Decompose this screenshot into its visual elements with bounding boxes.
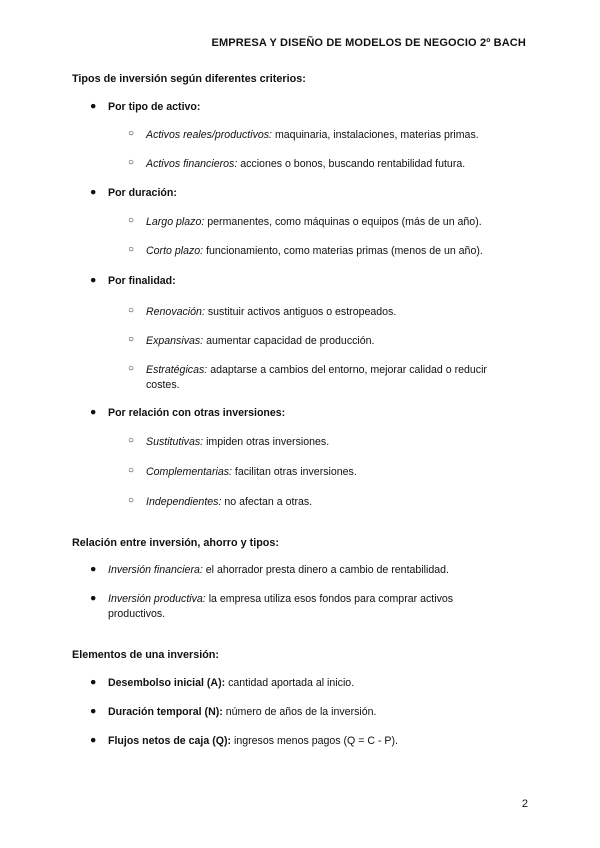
circle-bullet-icon: ○ (128, 305, 135, 316)
bullet-icon: ● (90, 100, 97, 112)
circle-bullet-icon: ○ (128, 215, 135, 226)
item-desc: impiden otras inversiones. (203, 436, 330, 448)
item-term: Complementarias: (146, 466, 232, 478)
item-desc: sustituir activos antiguos o estropeados. (204, 306, 397, 318)
item-term: Renovación: (146, 306, 205, 318)
circle-bullet-icon: ○ (128, 495, 135, 506)
bullet-icon: ● (90, 734, 97, 746)
group-label: Por relación con otras inversiones: (108, 407, 286, 419)
group-label: Por duración: (108, 187, 177, 199)
bullet-icon: ● (90, 705, 97, 717)
circle-bullet-icon: ○ (128, 334, 135, 345)
item-desc: número de años de la inversión. (222, 706, 377, 718)
item-desc: la empresa utiliza esos fondos para comprar activos productivos. (108, 593, 454, 620)
bullet-icon: ● (90, 406, 97, 418)
section-heading-relacion: Relación entre inversión, ahorro y tipos: (72, 537, 279, 549)
group-label: Por tipo de activo: (108, 101, 201, 113)
item-term: Activos reales/productivos: (146, 129, 273, 141)
item-term: Activos financieros: (146, 158, 238, 170)
circle-bullet-icon: ○ (128, 157, 135, 168)
group-label: Por finalidad: (108, 275, 176, 287)
item-desc: maquinaria, instalaciones, materias primas. (272, 129, 479, 141)
page-header: EMPRESA Y DISEÑO DE MODELOS DE NEGOCIO 2º BACH (211, 37, 526, 49)
section-heading-elementos: Elementos de una inversión: (72, 649, 219, 661)
item-term: Independientes: (146, 496, 222, 508)
item-desc: cantidad aportada al inicio. (225, 677, 355, 689)
section-heading-tipos: Tipos de inversión según diferentes criterios: (72, 73, 306, 85)
bullet-icon: ● (90, 563, 97, 575)
item-term: Inversión productiva: (108, 593, 206, 605)
item-term: Estratégicas: (146, 364, 208, 376)
item-term: Inversión financiera: (108, 564, 203, 576)
bullet-icon: ● (90, 592, 97, 604)
item-term: Largo plazo: (146, 216, 205, 228)
circle-bullet-icon: ○ (128, 435, 135, 446)
circle-bullet-icon: ○ (128, 363, 135, 374)
item-term: Expansivas: (146, 335, 204, 347)
item-term: Desembolso inicial (A): (108, 677, 226, 689)
page-number: 2 (521, 798, 528, 810)
item-desc: acciones o bonos, buscando rentabilidad futura. (237, 158, 466, 170)
item-term: Corto plazo: (146, 245, 204, 257)
bullet-icon: ● (90, 676, 97, 688)
item-desc: adaptarse a cambios del entorno, mejorar calidad o reducir costes. (146, 364, 487, 391)
item-desc: ingresos menos pagos (Q = C - P). (231, 735, 398, 747)
item-term: Flujos netos de caja (Q): (108, 735, 232, 747)
circle-bullet-icon: ○ (128, 244, 135, 255)
item-desc: facilitan otras inversiones. (231, 466, 357, 478)
item-desc: funcionamiento, como materias primas (menos de un año). (203, 245, 483, 257)
item-term: Duración temporal (N): (108, 706, 223, 718)
item-desc: permanentes, como máquinas o equipos (más de un año). (204, 216, 482, 228)
item-desc: el ahorrador presta dinero a cambio de rentabilidad. (202, 564, 449, 576)
bullet-icon: ● (90, 274, 97, 286)
item-desc: no afectan a otras. (221, 496, 313, 508)
circle-bullet-icon: ○ (128, 465, 135, 476)
item-desc: aumentar capacidad de producción. (203, 335, 375, 347)
bullet-icon: ● (90, 186, 97, 198)
item-term: Sustitutivas: (146, 436, 204, 448)
circle-bullet-icon: ○ (128, 128, 135, 139)
